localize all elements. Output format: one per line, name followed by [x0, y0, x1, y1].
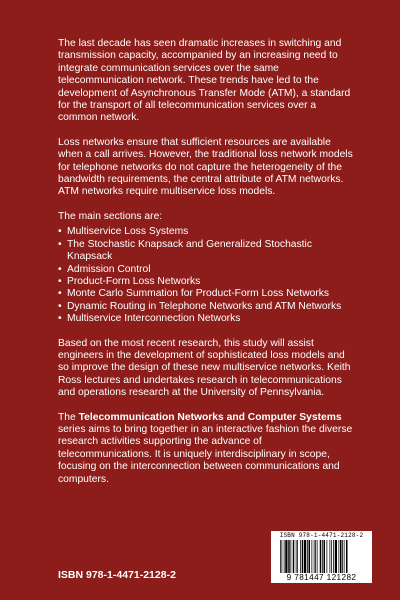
barcode-isbn-label: ISBN 978-1-4471-2128-2	[279, 532, 364, 539]
barcode-bar	[333, 540, 334, 573]
barcode-bar	[342, 540, 343, 573]
barcode-bar	[329, 540, 330, 573]
list-item: • Monte Carlo Summation for Product-Form Loss Networks	[58, 288, 358, 300]
back-cover-text	[58, 38, 358, 498]
list-item: • Multiservice Interconnection Networks	[58, 313, 358, 325]
series-description: series aims to bring together in an interactive fashion the diverse research activities supporting the advance of telecommunications. It is uniquely interdisciplinary in scope, focusing on the interconnection between communications and computers.	[58, 423, 353, 485]
barcode-bar	[297, 540, 298, 573]
series-title: Telecommunication Networks and Computer Systems	[78, 411, 342, 423]
list-item: • Admission Control	[58, 264, 358, 276]
sections-intro: The main sections are:	[58, 210, 163, 222]
barcode-bar	[304, 540, 306, 573]
barcode-bar	[315, 540, 316, 573]
sections-list	[58, 226, 358, 325]
barcode-bar	[292, 540, 294, 573]
barcode-bar	[340, 540, 342, 573]
barcode-bar	[322, 540, 323, 573]
barcode-bar	[308, 540, 310, 573]
barcode-bar	[316, 540, 317, 573]
barcode-bar	[295, 540, 296, 573]
barcode-bar	[346, 540, 348, 573]
barcode	[271, 531, 372, 583]
author-paragraph: Based on the most recent research, this study will assist engineers in the development of sophisticated loss models and so improve the design of these new multiservice networks. Keith Ross lectures and undertakes research in telecommunications and operations research at the University of Pennsylvania.	[58, 337, 351, 399]
barcode-bar	[319, 540, 321, 573]
series-paragraph	[58, 412, 358, 486]
barcode-bar	[285, 540, 287, 573]
barcode-bar	[334, 540, 336, 573]
barcode-bar	[331, 540, 332, 573]
barcode-bar	[343, 540, 344, 573]
series-prefix: The	[58, 411, 79, 423]
list-item: • Product-Form Loss Networks	[58, 276, 358, 288]
barcode-bar	[338, 540, 339, 573]
list-item: • Multiservice Loss Systems	[58, 226, 358, 238]
barcode-digits: 9 781447 121282	[286, 573, 357, 582]
barcode-bar	[323, 540, 325, 573]
barcode-bar	[288, 540, 290, 573]
barcode-bar	[301, 540, 303, 573]
intro-paragraph: The last decade has seen dramatic increases in switching and transmission capacity, accompanied by an increasing need to integrate communication services over the same telecommunication network. These trends have led to the development of Asynchronous Transfer Mode (ATM), a standard for the transport of all telecommunication services over a common network.	[58, 38, 351, 124]
barcode-bar	[280, 540, 281, 573]
isbn-text: ISBN 978-1-4471-2128-2	[58, 569, 176, 581]
barcode-bar	[290, 540, 291, 573]
barcode-bars	[278, 540, 366, 573]
loss-networks-paragraph: Loss networks ensure that sufficient resources are available when a call arrives. However, the traditional loss network models for telephone networks do not capture the heterogeneity of the bandwidth requirements, the central attribute of ATM networks. ATM networks require multiservice loss models.	[58, 136, 353, 198]
list-item: • The Stochastic Knapsack and Generalized Stochastic Knapsack	[58, 239, 358, 264]
barcode-bar	[281, 540, 282, 573]
barcode-bar	[326, 540, 327, 573]
barcode-bar	[311, 540, 312, 573]
list-item: • Dynamic Routing in Telephone Networks and ATM Networks	[58, 301, 358, 313]
barcode-bar	[307, 540, 308, 573]
barcode-bar	[313, 540, 314, 573]
barcode-bar	[300, 540, 301, 573]
barcode-bar	[283, 540, 284, 573]
